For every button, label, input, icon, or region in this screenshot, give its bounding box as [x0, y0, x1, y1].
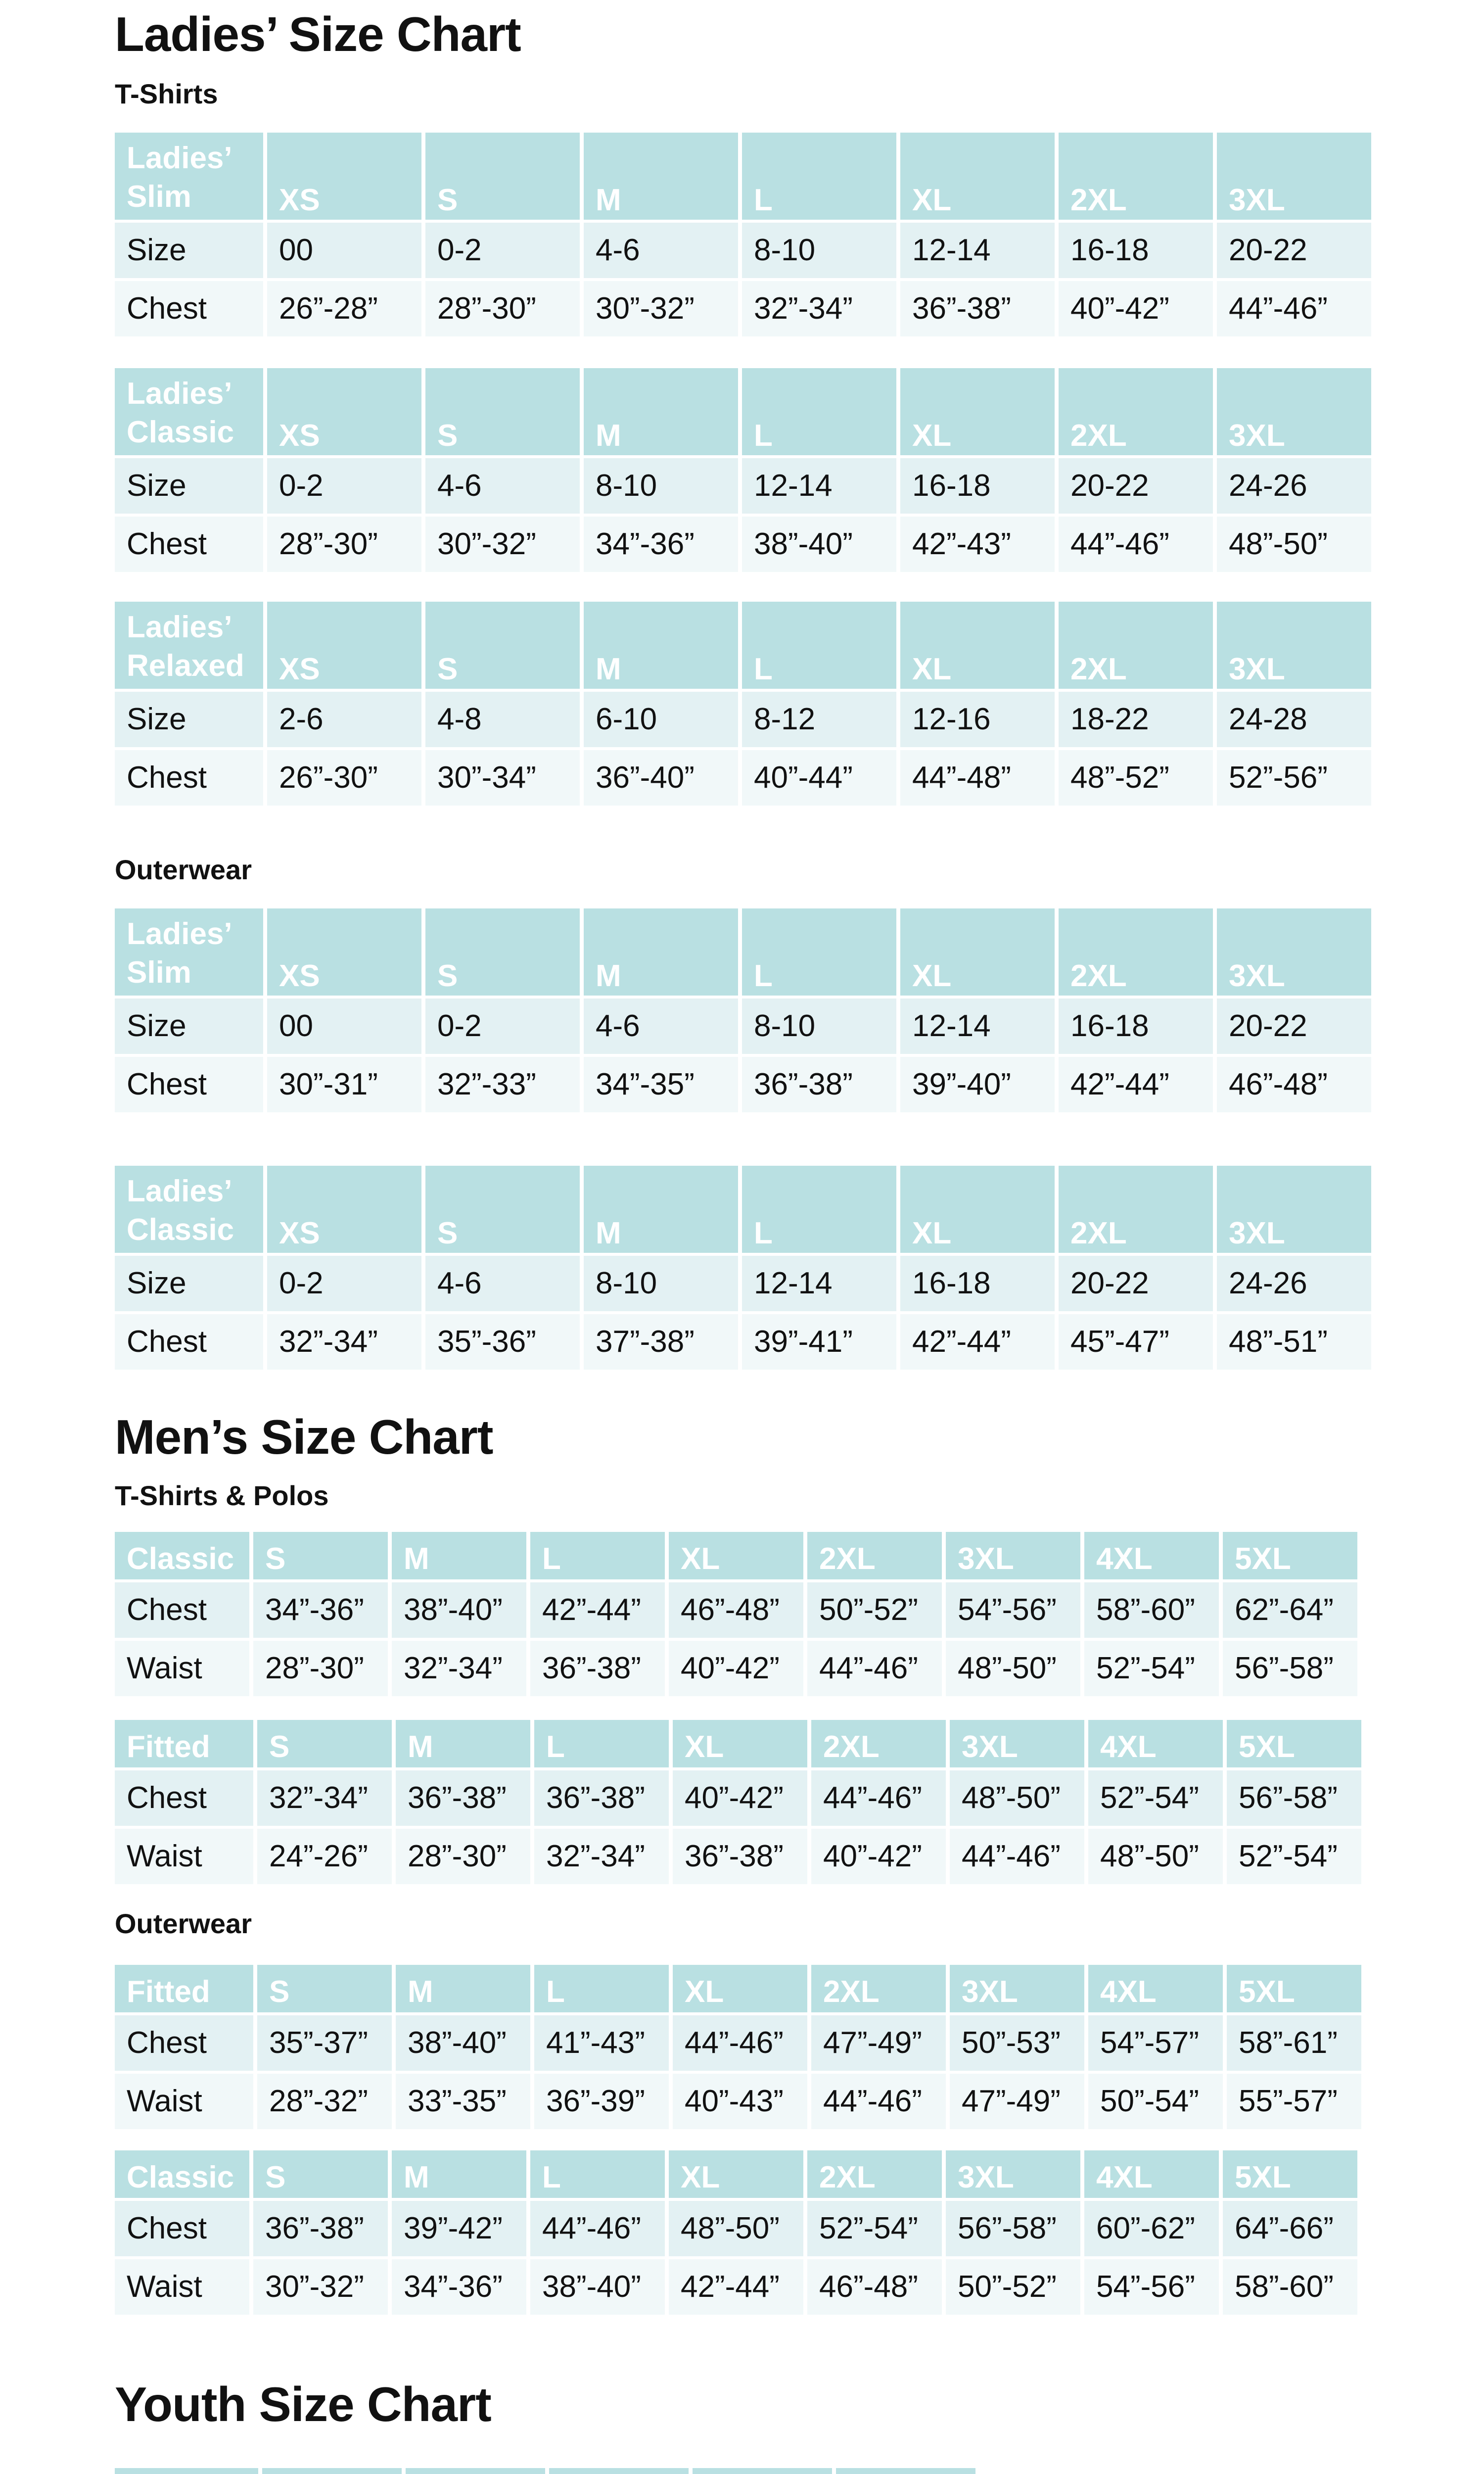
table-cell: 20-22: [1217, 223, 1371, 278]
table-cell: 56”-58”: [1227, 1770, 1361, 1826]
table-size-header: XS: [267, 368, 421, 455]
table-size-header: M: [584, 133, 738, 220]
table-cell: 42”-43”: [900, 517, 1055, 572]
table-size-header: XS: [267, 602, 421, 689]
table-cell: 4-6: [584, 999, 738, 1054]
table-size-header: S: [425, 133, 580, 220]
table-cell: 28”-30”: [267, 517, 421, 572]
table-row: [115, 1256, 1371, 1311]
table-cell: 0-2: [267, 1256, 421, 1311]
size-table-grid: [111, 1717, 1365, 1887]
table-cell: 34”-36”: [392, 2259, 526, 2315]
size-table-grid: [111, 2465, 979, 2474]
youth-title: Youth Size Chart: [115, 2377, 491, 2431]
table-size-header: L: [534, 1965, 669, 2012]
table-row-label: Waist: [115, 2074, 253, 2129]
table-size-header: [262, 2468, 402, 2474]
table-cell: 42”-44”: [1059, 1057, 1213, 1112]
table-cell: 48”-51”: [1217, 1314, 1371, 1370]
table-header-row: [115, 133, 1371, 220]
table-cell: 34”-35”: [584, 1057, 738, 1112]
table-cell: 54”-56”: [1084, 2259, 1219, 2315]
table-cell: 54”-57”: [1088, 2015, 1223, 2071]
size-table-grid: [111, 599, 1375, 809]
table-fit-label: Ladies’ Slim: [115, 908, 263, 996]
table-cell: 44”-46”: [811, 2074, 946, 2129]
table-row: [115, 2259, 1357, 2315]
table-cell: 8-10: [742, 999, 896, 1054]
table-cell: 38”-40”: [530, 2259, 665, 2315]
table-cell: 50”-52”: [807, 1582, 942, 1638]
table-cell: 20-22: [1217, 999, 1371, 1054]
table-size-header: XL: [669, 2150, 803, 2198]
table-size-header: S: [425, 368, 580, 455]
table-row: [115, 1641, 1357, 1696]
table-cell: 00: [267, 999, 421, 1054]
table-cell: 40”-42”: [669, 1641, 803, 1696]
table-row-label: Size: [115, 692, 263, 747]
table-cell: 64”-66”: [1223, 2201, 1357, 2256]
table-cell: 26”-30”: [267, 750, 421, 806]
table-cell: 40”-44”: [742, 750, 896, 806]
table-cell: 24-26: [1217, 458, 1371, 514]
table-cell: 40”-42”: [673, 1770, 807, 1826]
table-cell: 44”-46”: [950, 1829, 1084, 1884]
table-cell: 44”-46”: [673, 2015, 807, 2071]
table-cell: 28”-30”: [425, 281, 580, 336]
table-cell: 54”-56”: [946, 1582, 1080, 1638]
table-cell: 45”-47”: [1059, 1314, 1213, 1370]
table-size-header: L: [742, 1166, 896, 1253]
table-cell: 36”-38”: [742, 1057, 896, 1112]
table-size-header: 3XL: [1217, 368, 1371, 455]
table-size-header: 3XL: [946, 1532, 1080, 1579]
table-size-header: S: [257, 1720, 392, 1767]
table-cell: 55”-57”: [1227, 2074, 1361, 2129]
table-row: [115, 281, 1371, 336]
table-size-header: 2XL: [1059, 908, 1213, 996]
table-cell: 50”-53”: [950, 2015, 1084, 2071]
table-cell: 36”-39”: [534, 2074, 669, 2129]
table-size-header: M: [584, 908, 738, 996]
table-size-header: L: [742, 908, 896, 996]
table-cell: 44”-46”: [530, 2201, 665, 2256]
table-size-header: 5XL: [1227, 1965, 1361, 2012]
table-row-label: Size: [115, 999, 263, 1054]
table-size-header: XS: [267, 133, 421, 220]
table-cell: 4-8: [425, 692, 580, 747]
table-cell: 42”-44”: [530, 1582, 665, 1638]
table-row-label: Chest: [115, 517, 263, 572]
table-size-header: S: [253, 1532, 388, 1579]
table-cell: 8-10: [742, 223, 896, 278]
table-size-header: 3XL: [1217, 133, 1371, 220]
table-cell: 34”-36”: [584, 517, 738, 572]
table-cell: 46”-48”: [669, 1582, 803, 1638]
table-size-header: M: [396, 1965, 530, 2012]
table-fit-label: Ladies’ Classic: [115, 1166, 263, 1253]
table-cell: 56”-58”: [1223, 1641, 1357, 1696]
size-table-grid: [111, 1962, 1365, 2132]
table-row: [115, 517, 1371, 572]
table-size-header: XL: [673, 1720, 807, 1767]
table-size-header: L: [742, 602, 896, 689]
table-cell: 36”-38”: [900, 281, 1055, 336]
table-cell: 12-16: [900, 692, 1055, 747]
table-cell: 32”-33”: [425, 1057, 580, 1112]
table-fit-label: Fitted: [115, 1720, 253, 1767]
table-size-header: 3XL: [1217, 908, 1371, 996]
table-cell: 37”-38”: [584, 1314, 738, 1370]
table-size-header: 2XL: [1059, 133, 1213, 220]
table-cell: 48”-50”: [950, 1770, 1084, 1826]
table-size-header: XS: [267, 1166, 421, 1253]
table-row: [115, 2074, 1361, 2129]
table-size-header: 4XL: [1084, 1532, 1219, 1579]
table-fit-label: [115, 2468, 258, 2474]
ladies-tshirts-heading: T-Shirts: [115, 78, 218, 109]
table-header-row: [115, 368, 1371, 455]
table-cell: 50”-54”: [1088, 2074, 1223, 2129]
table-cell: 58”-61”: [1227, 2015, 1361, 2071]
table-cell: 36”-38”: [534, 1770, 669, 1826]
table-row-label: Chest: [115, 750, 263, 806]
table-row: [115, 223, 1371, 278]
table-fit-label: Classic: [115, 1532, 249, 1579]
table-cell: 35”-37”: [257, 2015, 392, 2071]
table-row: [115, 2201, 1357, 2256]
ladies-title: Ladies’ Size Chart: [115, 7, 521, 61]
table-cell: 32”-34”: [257, 1770, 392, 1826]
table-cell: 16-18: [900, 458, 1055, 514]
table-row: [115, 1057, 1371, 1112]
table-cell: 52”-54”: [1084, 1641, 1219, 1696]
table-header-row: [115, 2150, 1357, 2198]
table-size-header: 3XL: [950, 1965, 1084, 2012]
table-row-label: Chest: [115, 2015, 253, 2071]
table-cell: 32”-34”: [392, 1641, 526, 1696]
table-cell: 4-6: [584, 223, 738, 278]
table-cell: 35”-36”: [425, 1314, 580, 1370]
size-table-grid: [111, 1163, 1375, 1373]
table-size-header: S: [425, 908, 580, 996]
table-cell: 28”-30”: [396, 1829, 530, 1884]
mens-title: Men’s Size Chart: [115, 1410, 493, 1464]
table-cell: 4-6: [425, 458, 580, 514]
table-cell: 52”-54”: [1227, 1829, 1361, 1884]
table-cell: 6-10: [584, 692, 738, 747]
table-row: [115, 1770, 1361, 1826]
table-size-header: 2XL: [807, 2150, 942, 2198]
ladies-outerwear-heading: Outerwear: [115, 854, 252, 885]
table-cell: 39”-41”: [742, 1314, 896, 1370]
table-size-header: XL: [900, 133, 1055, 220]
table-size-header: 2XL: [811, 1965, 946, 2012]
table-row-label: Chest: [115, 281, 263, 336]
size-table-grid: [111, 130, 1375, 339]
table-size-header: 4XL: [1084, 2150, 1219, 2198]
table-row-label: Size: [115, 223, 263, 278]
table-size-header: S: [425, 602, 580, 689]
table-cell: 0-2: [267, 458, 421, 514]
table-cell: 30”-34”: [425, 750, 580, 806]
table-size-header: L: [530, 1532, 665, 1579]
table-cell: 28”-32”: [257, 2074, 392, 2129]
table-size-header: L: [742, 368, 896, 455]
table-header-row: [115, 1720, 1361, 1767]
table-cell: 58”-60”: [1084, 1582, 1219, 1638]
table-cell: 39”-40”: [900, 1057, 1055, 1112]
table-cell: 12-14: [900, 999, 1055, 1054]
table-cell: 28”-30”: [253, 1641, 388, 1696]
table-cell: 8-10: [584, 1256, 738, 1311]
table-size-header: 3XL: [1217, 1166, 1371, 1253]
table-size-header: XS: [267, 908, 421, 996]
table-cell: 40”-42”: [811, 1829, 946, 1884]
table-cell: 46”-48”: [1217, 1057, 1371, 1112]
table-fit-label: Ladies’ Relaxed: [115, 602, 263, 689]
table-cell: 40”-42”: [1059, 281, 1213, 336]
table-cell: 33”-35”: [396, 2074, 530, 2129]
table-cell: 36”-38”: [253, 2201, 388, 2256]
table-cell: 00: [267, 223, 421, 278]
table-size-header: 3XL: [950, 1720, 1084, 1767]
table-cell: 20-22: [1059, 1256, 1213, 1311]
table-cell: 42”-44”: [669, 2259, 803, 2315]
mens-tshirts-heading: T-Shirts & Polos: [115, 1480, 329, 1511]
table-cell: 41”-43”: [534, 2015, 669, 2071]
table-row-label: Chest: [115, 2201, 249, 2256]
table-size-header: S: [425, 1166, 580, 1253]
table-row-label: Waist: [115, 1829, 253, 1884]
table-size-header: M: [392, 2150, 526, 2198]
table-size-header: 3XL: [946, 2150, 1080, 2198]
table-row: [115, 458, 1371, 514]
table-size-header: XL: [900, 1166, 1055, 1253]
table-cell: 52”-54”: [807, 2201, 942, 2256]
table-size-header: 4XL: [1088, 1720, 1223, 1767]
table-size-header: 5XL: [1227, 1720, 1361, 1767]
table-cell: 44”-46”: [807, 1641, 942, 1696]
table-cell: 36”-38”: [396, 1770, 530, 1826]
table-cell: 48”-50”: [1088, 1829, 1223, 1884]
table-header-row: [115, 1166, 1371, 1253]
table-cell: 46”-48”: [807, 2259, 942, 2315]
table-cell: 20-22: [1059, 458, 1213, 514]
table-cell: 48”-50”: [1217, 517, 1371, 572]
table-cell: 36”-40”: [584, 750, 738, 806]
table-size-header: M: [584, 1166, 738, 1253]
table-cell: 36”-38”: [673, 1829, 807, 1884]
table-cell: 8-10: [584, 458, 738, 514]
table-size-header: 2XL: [807, 1532, 942, 1579]
table-cell: 38”-40”: [742, 517, 896, 572]
table-cell: 16-18: [900, 1256, 1055, 1311]
table-row: [115, 2015, 1361, 2071]
table-cell: 38”-40”: [396, 2015, 530, 2071]
table-fit-label: Fitted: [115, 1965, 253, 2012]
table-cell: 4-6: [425, 1256, 580, 1311]
table-cell: 12-14: [900, 223, 1055, 278]
table-size-header: [836, 2468, 975, 2474]
table-cell: 48”-50”: [669, 2201, 803, 2256]
table-size-header: 3XL: [1217, 602, 1371, 689]
table-row: [115, 750, 1371, 806]
table-cell: 30”-32”: [584, 281, 738, 336]
table-row-label: Chest: [115, 1057, 263, 1112]
table-size-header: S: [257, 1965, 392, 2012]
table-size-header: L: [534, 1720, 669, 1767]
table-cell: 42”-44”: [900, 1314, 1055, 1370]
table-cell: 32”-34”: [534, 1829, 669, 1884]
table-size-header: [693, 2468, 832, 2474]
table-cell: 0-2: [425, 223, 580, 278]
table-cell: 47”-49”: [811, 2015, 946, 2071]
table-cell: 24-28: [1217, 692, 1371, 747]
table-cell: 48”-50”: [946, 1641, 1080, 1696]
table-header-row: [115, 602, 1371, 689]
table-cell: 48”-52”: [1059, 750, 1213, 806]
table-cell: 52”-54”: [1088, 1770, 1223, 1826]
table-row: [115, 1582, 1357, 1638]
table-row-label: Size: [115, 1256, 263, 1311]
table-fit-label: Ladies’ Slim: [115, 133, 263, 220]
table-cell: 40”-43”: [673, 2074, 807, 2129]
table-cell: 36”-38”: [530, 1641, 665, 1696]
table-size-header: S: [253, 2150, 388, 2198]
table-size-header: 5XL: [1223, 2150, 1357, 2198]
table-cell: 38”-40”: [392, 1582, 526, 1638]
table-size-header: 4XL: [1088, 1965, 1223, 2012]
table-cell: 24”-26”: [257, 1829, 392, 1884]
table-size-header: 5XL: [1223, 1532, 1357, 1579]
table-cell: 50”-52”: [946, 2259, 1080, 2315]
table-row-label: Chest: [115, 1582, 249, 1638]
table-cell: 47”-49”: [950, 2074, 1084, 2129]
table-cell: 18-22: [1059, 692, 1213, 747]
table-cell: 30”-32”: [425, 517, 580, 572]
size-table-grid: [111, 365, 1375, 575]
table-size-header: M: [584, 602, 738, 689]
table-size-header: M: [392, 1532, 526, 1579]
table-row: [115, 999, 1371, 1054]
table-cell: 52”-56”: [1217, 750, 1371, 806]
table-cell: 44”-46”: [1059, 517, 1213, 572]
table-row-label: Chest: [115, 1314, 263, 1370]
table-size-header: 2XL: [1059, 368, 1213, 455]
size-table-grid: [111, 1529, 1361, 1699]
table-cell: 12-14: [742, 458, 896, 514]
table-cell: 60”-62”: [1084, 2201, 1219, 2256]
table-header-row: [115, 1532, 1357, 1579]
table-cell: 0-2: [425, 999, 580, 1054]
table-cell: 30”-31”: [267, 1057, 421, 1112]
size-table-grid: [111, 2147, 1361, 2318]
table-fit-label: Classic: [115, 2150, 249, 2198]
table-size-header: M: [584, 368, 738, 455]
table-size-header: [549, 2468, 689, 2474]
size-table-grid: [111, 905, 1375, 1115]
table-size-header: M: [396, 1720, 530, 1767]
table-cell: 34”-36”: [253, 1582, 388, 1638]
table-size-header: 2XL: [1059, 1166, 1213, 1253]
table-cell: 12-14: [742, 1256, 896, 1311]
table-cell: 44”-46”: [811, 1770, 946, 1826]
table-fit-label: Ladies’ Classic: [115, 368, 263, 455]
table-size-header: XL: [673, 1965, 807, 2012]
table-size-header: L: [742, 133, 896, 220]
table-cell: 30”-32”: [253, 2259, 388, 2315]
table-size-header: [406, 2468, 545, 2474]
table-row-label: Waist: [115, 2259, 249, 2315]
table-cell: 56”-58”: [946, 2201, 1080, 2256]
table-header-row: [115, 2468, 975, 2474]
table-cell: 32”-34”: [267, 1314, 421, 1370]
table-cell: 58”-60”: [1223, 2259, 1357, 2315]
table-row: [115, 1314, 1371, 1370]
table-cell: 32”-34”: [742, 281, 896, 336]
table-size-header: XL: [900, 908, 1055, 996]
table-cell: 26”-28”: [267, 281, 421, 336]
table-cell: 16-18: [1059, 999, 1213, 1054]
table-cell: 39”-42”: [392, 2201, 526, 2256]
table-size-header: 2XL: [811, 1720, 946, 1767]
table-cell: 8-12: [742, 692, 896, 747]
table-size-header: XL: [669, 1532, 803, 1579]
table-cell: 44”-48”: [900, 750, 1055, 806]
table-cell: 2-6: [267, 692, 421, 747]
table-cell: 44”-46”: [1217, 281, 1371, 336]
table-cell: 24-26: [1217, 1256, 1371, 1311]
table-row-label: Waist: [115, 1641, 249, 1696]
table-row: [115, 692, 1371, 747]
mens-outerwear-heading: Outerwear: [115, 1908, 252, 1939]
table-size-header: 2XL: [1059, 602, 1213, 689]
table-header-row: [115, 908, 1371, 996]
table-cell: 62”-64”: [1223, 1582, 1357, 1638]
table-cell: 16-18: [1059, 223, 1213, 278]
table-size-header: XL: [900, 602, 1055, 689]
table-row-label: Chest: [115, 1770, 253, 1826]
table-size-header: L: [530, 2150, 665, 2198]
table-header-row: [115, 1965, 1361, 2012]
table-size-header: XL: [900, 368, 1055, 455]
table-row: [115, 1829, 1361, 1884]
table-row-label: Size: [115, 458, 263, 514]
